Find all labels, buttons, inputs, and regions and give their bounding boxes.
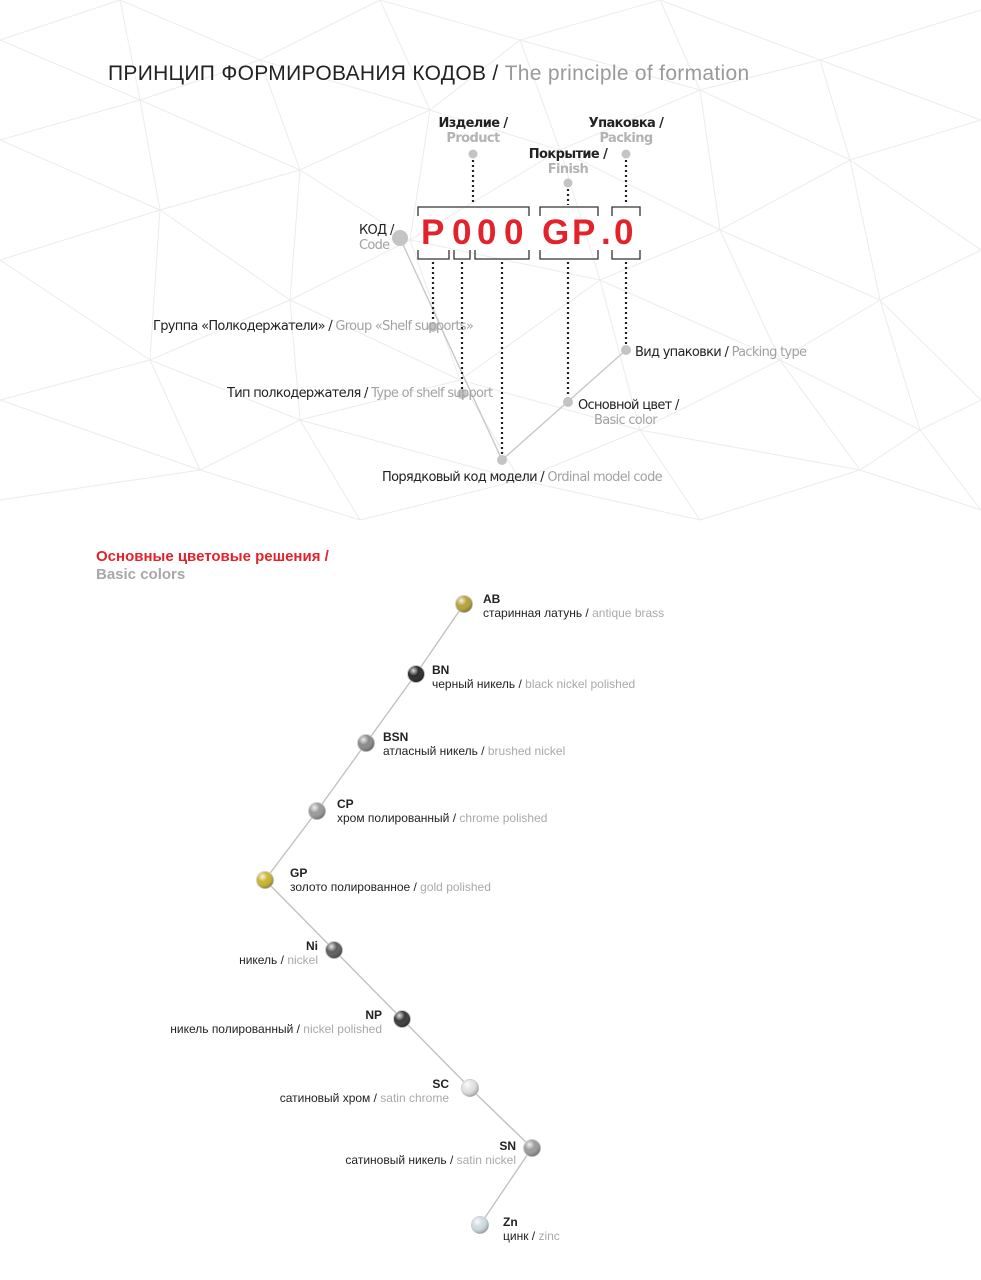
color-code: GP bbox=[290, 866, 308, 880]
ordinal-label-ru: Порядковый код модели / bbox=[382, 470, 548, 485]
code-char: P bbox=[572, 213, 596, 252]
code-char: 0 bbox=[477, 213, 497, 252]
code-char: 0 bbox=[614, 213, 634, 252]
title-en: The principle of formation bbox=[504, 62, 750, 85]
color-code: Zn bbox=[503, 1215, 518, 1229]
color-desc: никель / nickel bbox=[239, 953, 318, 967]
finish-label-ru: Покрытие / bbox=[528, 147, 608, 162]
ordinal-label-en: Ordinal model code bbox=[547, 470, 662, 485]
color-code: AB bbox=[483, 592, 501, 606]
code-label-ru: КОД / bbox=[359, 223, 394, 238]
pack-type-label-en: Packing type bbox=[731, 345, 807, 360]
type-label-ru: Тип полкодержателя / bbox=[227, 386, 372, 401]
color-label-ru: Основной цвет / bbox=[578, 398, 679, 413]
code-char: G bbox=[542, 213, 570, 252]
code-char: P bbox=[421, 213, 445, 252]
code-char: . bbox=[601, 213, 611, 252]
type-label-en: Type of shelf support bbox=[371, 386, 493, 401]
swatch-shine bbox=[456, 596, 473, 613]
title-ru: ПРИНЦИП ФОРМИРОВАНИЯ КОДОВ bbox=[108, 62, 487, 85]
color-item-gp bbox=[290, 866, 491, 894]
code-char: 0 bbox=[452, 213, 472, 252]
color-item-ni bbox=[239, 939, 318, 967]
packing-label-en: Packing bbox=[599, 131, 653, 146]
pack-type-label-ru: Вид упаковки / bbox=[635, 345, 732, 360]
swatch-shine bbox=[257, 872, 274, 889]
color-desc: атласный никель / brushed nickel bbox=[383, 744, 566, 758]
color-item-zn bbox=[503, 1215, 560, 1243]
packing-label-ru: Упаковка / bbox=[588, 116, 664, 131]
color-desc: золото полированное / gold polished bbox=[290, 880, 491, 894]
color-item-bn bbox=[432, 663, 635, 691]
color-item-sc bbox=[280, 1077, 449, 1105]
swatch-shine bbox=[524, 1140, 541, 1157]
swatch-shine bbox=[309, 803, 326, 820]
group-label-ru: Группа «Полкодержатели» / bbox=[153, 319, 336, 334]
swatch-shine bbox=[408, 666, 425, 683]
color-desc: старинная латунь / antique brass bbox=[483, 606, 665, 620]
color-code: NP bbox=[365, 1008, 382, 1022]
colors-heading-en: Basic colors bbox=[96, 566, 186, 583]
color-code: SC bbox=[432, 1077, 449, 1091]
color-code: Ni bbox=[306, 939, 318, 953]
color-code: BN bbox=[432, 663, 450, 677]
colors-heading-ru: Основные цветовые решения / bbox=[96, 548, 329, 565]
swatch-shine bbox=[462, 1080, 479, 1097]
chain-line bbox=[265, 604, 532, 1225]
color-item-ab bbox=[483, 592, 664, 620]
title-sep: / bbox=[486, 62, 505, 85]
color-desc: черный никель / black nickel polished bbox=[432, 677, 636, 691]
color-desc: сатиновый хром / satin chrome bbox=[279, 1091, 449, 1105]
swatch-shine bbox=[394, 1011, 411, 1028]
swatch-shine bbox=[472, 1217, 489, 1234]
color-item-np bbox=[170, 1008, 382, 1036]
color-label-en: Basic color bbox=[594, 413, 657, 428]
group-label-en: Group «Shelf supports» bbox=[335, 319, 474, 334]
color-code: BSN bbox=[383, 730, 409, 744]
color-code: SN bbox=[499, 1139, 516, 1153]
color-desc: хром полированный / chrome polished bbox=[337, 811, 548, 825]
swatch-shine bbox=[326, 942, 343, 959]
code-label-en: Code bbox=[359, 238, 390, 253]
finish-label-en: Finish bbox=[547, 162, 589, 177]
color-desc: цинк / zinc bbox=[503, 1229, 560, 1243]
color-item-bsn bbox=[383, 730, 565, 758]
color-desc: никель полированный / nickel polished bbox=[170, 1022, 382, 1036]
product-label-ru: Изделие / bbox=[438, 116, 508, 131]
color-code: CP bbox=[337, 797, 354, 811]
color-desc: сатиновый никель / satin nickel bbox=[345, 1153, 516, 1167]
code-char: 0 bbox=[504, 213, 524, 252]
swatch-shine bbox=[358, 735, 375, 752]
product-label-en: Product bbox=[446, 131, 500, 146]
color-item-cp bbox=[337, 797, 547, 825]
color-item-sn bbox=[345, 1139, 516, 1167]
